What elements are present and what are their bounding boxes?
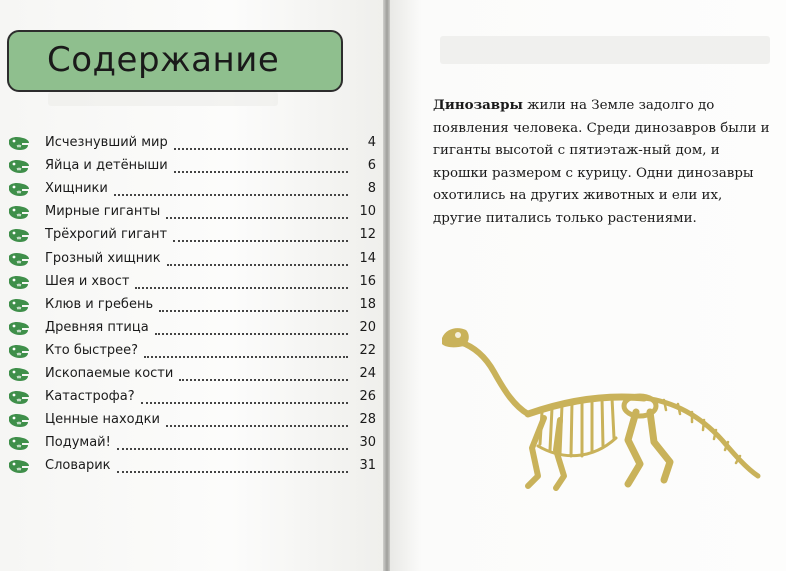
toc-item-label: Кто быстрее? xyxy=(45,342,139,358)
toc-item-page: 16 xyxy=(359,273,376,289)
toc-leader-dots xyxy=(179,371,348,381)
toc-item-page: 6 xyxy=(367,158,376,174)
toc-item[interactable] xyxy=(0,134,384,158)
dinosaur-head-icon xyxy=(8,321,30,336)
dinosaur-head-icon xyxy=(8,252,30,267)
toc-leader-dots xyxy=(166,417,348,427)
toc-item-label: Катастрофа? xyxy=(45,389,135,405)
show-through-right xyxy=(440,36,770,64)
dinosaur-head-icon xyxy=(8,159,30,174)
toc-item-page: 4 xyxy=(367,135,376,150)
toc-item[interactable] xyxy=(0,342,384,366)
intro-text: жили на Земле задолго до появления человека. Среди динозавров были и гиганты высотой с пятиэтаж-ный дом, и крошки размером с курицу. Одни динозавры охотились на других животных и ели их, другие питались только растениями. xyxy=(433,98,770,226)
toc-item-label: Исчезнувший мир xyxy=(45,135,168,150)
toc-item[interactable] xyxy=(0,319,384,343)
toc-leader-dots xyxy=(159,302,348,312)
toc-item-label: Клюв и гребень xyxy=(45,296,154,312)
dinosaur-head-icon xyxy=(8,205,30,220)
toc-leader-dots xyxy=(141,394,348,404)
toc-leader-dots xyxy=(173,232,348,242)
toc-item-page: 14 xyxy=(359,250,376,266)
contents-title-box xyxy=(7,30,343,92)
dinosaur-head-icon xyxy=(8,182,30,197)
toc-item-label: Яйца и детёныши xyxy=(45,158,168,174)
toc-item-page: 20 xyxy=(359,319,376,335)
toc-item[interactable] xyxy=(0,365,384,389)
toc-item-label: Древняя птица xyxy=(45,319,149,335)
toc-item-page: 24 xyxy=(359,366,376,381)
toc-item-label: Мирные гиганты xyxy=(45,204,161,220)
dinosaur-head-icon xyxy=(8,228,30,243)
toc-item-page: 18 xyxy=(359,296,376,312)
dinosaur-head-icon xyxy=(8,367,30,382)
toc-leader-dots xyxy=(174,140,348,150)
toc-item-page: 31 xyxy=(359,458,376,474)
toc-item-label: Подумай! xyxy=(45,435,111,451)
toc-item-page: 10 xyxy=(359,204,376,220)
toc-item[interactable] xyxy=(0,250,384,274)
toc-leader-dots xyxy=(155,325,348,335)
toc-leader-dots xyxy=(135,279,348,289)
intro-lead: Динозавры xyxy=(433,97,523,113)
toc-item-label: Ископаемые кости xyxy=(45,366,174,381)
toc-item[interactable] xyxy=(0,434,384,458)
contents-title: Содержание xyxy=(47,40,280,80)
intro-paragraph xyxy=(433,94,773,230)
dinosaur-head-icon xyxy=(8,275,30,290)
dinosaur-head-icon xyxy=(8,298,30,313)
toc-leader-dots xyxy=(174,163,348,173)
dinosaur-head-icon xyxy=(8,413,30,428)
toc-item-label: Словарик xyxy=(45,458,111,474)
toc-item-label: Хищники xyxy=(45,181,108,197)
toc-item[interactable] xyxy=(0,457,384,481)
dinosaur-head-icon xyxy=(8,436,30,451)
toc-item-page: 28 xyxy=(359,412,376,428)
toc-item[interactable] xyxy=(0,388,384,412)
toc-leader-dots xyxy=(117,440,348,450)
toc-leader-dots xyxy=(167,256,348,266)
toc-leader-dots xyxy=(114,186,348,196)
toc-item-label: Трёхрогий гигант xyxy=(45,227,168,243)
toc-item-page: 12 xyxy=(359,227,376,243)
dinosaur-head-icon xyxy=(8,136,30,151)
toc-item[interactable] xyxy=(0,203,384,227)
toc-item[interactable] xyxy=(0,273,384,297)
show-through-left xyxy=(48,92,278,106)
dinosaur-head-icon xyxy=(8,459,30,474)
dinosaur-skeleton-illustration xyxy=(432,318,762,498)
dinosaur-head-icon xyxy=(8,390,30,405)
toc-item-label: Грозный хищник xyxy=(45,250,161,266)
toc-item-page: 22 xyxy=(359,342,376,358)
toc-item[interactable] xyxy=(0,180,384,204)
toc-item[interactable] xyxy=(0,226,384,250)
toc-item-label: Шея и хвост xyxy=(45,273,130,289)
toc-leader-dots xyxy=(144,348,348,358)
toc-item-page: 26 xyxy=(359,389,376,405)
toc-item[interactable] xyxy=(0,296,384,320)
toc-item[interactable] xyxy=(0,157,384,181)
toc-leader-dots xyxy=(117,463,348,473)
toc-leader-dots xyxy=(166,209,348,219)
toc-item-page: 8 xyxy=(367,181,376,197)
dinosaur-head-icon xyxy=(8,344,30,359)
toc-item[interactable] xyxy=(0,411,384,435)
toc-item-label: Ценные находки xyxy=(45,412,160,428)
toc-item-page: 30 xyxy=(359,435,376,451)
